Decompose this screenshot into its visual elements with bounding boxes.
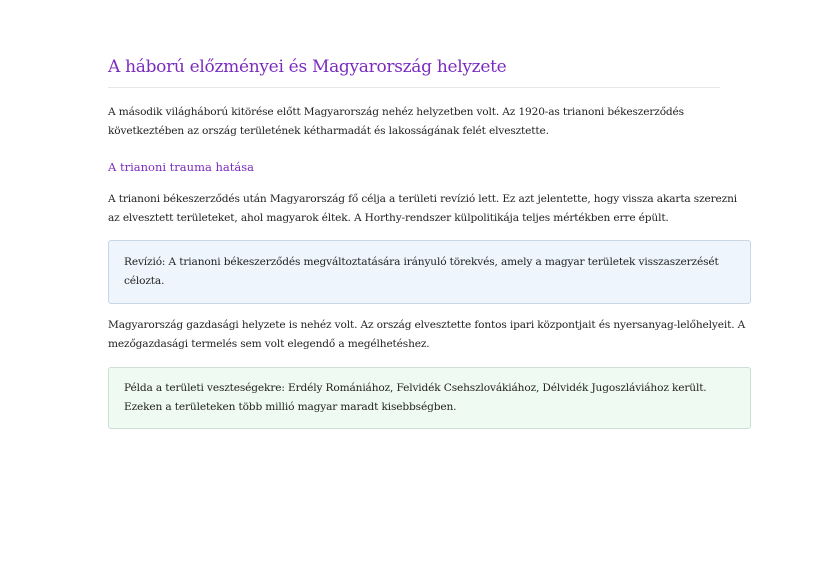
definition-box: Revízió: A trianoni békeszerződés megváltoztatására irányuló törekvés, amely a magyar területek visszaszerzését célozta.: [108, 240, 751, 304]
section-heading: A trianoni trauma hatása: [108, 160, 254, 174]
intro-paragraph: A második világháború kitörése előtt Magyarország nehéz helyzetben volt. Az 1920-as trianoni békeszerződés következtében az ország területének kétharmadát és lakosságának felét elvesztette.: [108, 106, 684, 137]
section-paragraph: A trianoni békeszerződés után Magyarország fő célja a területi revízió lett. Ez azt jelentette, hogy vissza akarta szerezni az elvesztett területeket, ahol magyarok éltek. A Horthy-rendszer külpolitikája teljes mértékben erre épült.: [108, 193, 738, 224]
example-box: Példa a területi veszteségekre: Erdély Romániához, Felvidék Csehszlovákiához, Délvidék Jugoszláviához került. Ezeken a területeken több millió magyar maradt kisebbségben.: [108, 367, 751, 429]
title-divider: [108, 87, 720, 88]
economy-paragraph: Magyarország gazdasági helyzete is nehéz volt. Az ország elvesztette fontos ipari központjait és nyersanyag-lelőhelyeit. A mezőgazdasági termelés sem volt elegendő a megélhetéshez.: [108, 319, 746, 350]
page-title: A háború előzményei és Magyarország helyzete: [108, 57, 507, 77]
article-content: [108, 55, 751, 429]
